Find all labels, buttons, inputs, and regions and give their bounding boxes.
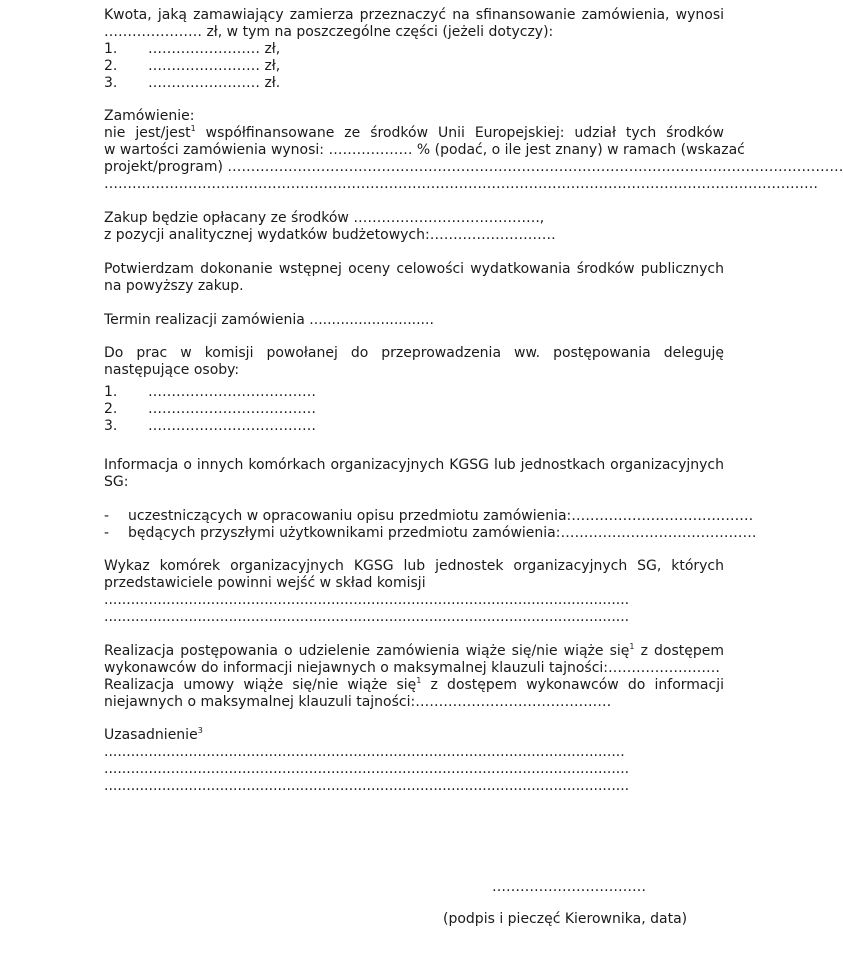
komisja-line-2: następujące osoby: (104, 362, 240, 378)
list-text: ……………………………… (148, 401, 316, 417)
informacja-line-2: SG: (104, 474, 129, 490)
kwota-line-1: Kwota, jaką zamawiający zamierza przeznaczyć na sfinansowanie zamówienia, wynosi (104, 7, 724, 23)
list-dash: - (104, 525, 110, 541)
zamowienie-line-1-a: nie jest/jest (104, 125, 191, 141)
uzasadnienie-dots-3: ...................................................................................................................... (104, 778, 630, 794)
footnote-mark: 1 (416, 676, 422, 685)
zamowienie-line-1-b: współfinansowane ze środków Unii Europejskiej: udział tych środków (195, 125, 725, 141)
wykaz-dots-1: ...................................................................................................................... (104, 592, 630, 608)
list-text: ……………………………… (148, 384, 316, 400)
zamowienie-line-2: w wartości zamówienia wynosi: ……………… % (podać, o ile jest znany) w ramach (wskazać (104, 142, 745, 158)
uzasadnienie-label: Uzasadnienie (104, 727, 198, 743)
zakup-line-2: z pozycji analitycznej wydatków budżetowych:……………………… (104, 227, 556, 243)
list-number: 3. (104, 75, 118, 91)
informacja-item-1 (104, 508, 753, 525)
list-number: 2. (104, 401, 118, 417)
list-number: 3. (104, 418, 118, 434)
komisja-line-1: Do prac w komisji powołanej do przeprowadzenia ww. postępowania deleguję (104, 345, 724, 361)
list-number: 1. (104, 384, 118, 400)
realizacja-line-2: wykonawców do informacji niejawnych o maksymalnej klauzuli tajności:…………………… (104, 660, 721, 676)
wykaz-line-2: przedstawiciele powinni wejść w skład komisji (104, 575, 426, 591)
realizacja-line-3-b: z dostępem wykonawców do informacji (421, 677, 724, 693)
zamowienie-line-3: projekt/program) …………………………………………………………………………………………………………………… (104, 159, 843, 175)
realizacja-line-3-a: Realizacja umowy wiąże się/nie wiąże się (104, 677, 417, 693)
uzasadnienie-heading (104, 727, 203, 744)
komisja-item-1 (104, 384, 316, 401)
kwota-item-3 (104, 75, 280, 92)
kwota-line-2: ………………… zł, w tym na poszczególne części (jeżeli dotyczy): (104, 24, 554, 40)
list-text: …………………… zł, (148, 58, 281, 74)
list-text: uczestniczących w opracowaniu opisu przedmiotu zamówienia:………………………………… (128, 508, 754, 524)
potwierdzam-line-1: Potwierdzam dokonanie wstępnej oceny celowości wydatkowania środków publicznych (104, 261, 724, 277)
footnote-mark: 1 (629, 642, 635, 651)
realizacja-line-3 (104, 677, 724, 694)
informacja-line-1: Informacja o innych komórkach organizacyjnych KGSG lub jednostkach organizacyjnych (104, 457, 724, 473)
list-text: będących przyszłymi użytkownikami przedmiotu zamówienia:…………………………………… (128, 525, 757, 541)
signature-caption: (podpis i pieczęć Kierownika, data) (443, 911, 688, 927)
list-number: 1. (104, 41, 118, 57)
list-text: …………………… zł, (148, 41, 281, 57)
list-dash: - (104, 508, 110, 524)
uzasadnienie-dots-2: ...................................................................................................................... (104, 761, 630, 777)
realizacja-line-1-b: z dostępem (634, 643, 724, 659)
kwota-item-1 (104, 41, 280, 58)
list-text: …………………… zł. (148, 75, 281, 91)
footnote-mark: 1 (190, 124, 196, 133)
realizacja-line-1-a: Realizacja postępowania o udzielenie zamówienia wiąże się/nie wiąże się (104, 643, 630, 659)
list-text: ……………………………… (148, 418, 316, 434)
zamowienie-heading: Zamówienie: (104, 108, 195, 124)
termin-line: Termin realizacji zamówienia ............................ (104, 312, 434, 328)
zamowienie-line-1 (104, 125, 724, 142)
uzasadnienie-dots-1: ..................................................................................................................... (104, 744, 625, 760)
kwota-item-2 (104, 58, 280, 75)
potwierdzam-line-2: na powyższy zakup. (104, 278, 244, 294)
list-number: 2. (104, 58, 118, 74)
realizacja-line-1 (104, 643, 724, 660)
komisja-item-3 (104, 418, 316, 435)
zakup-line-1: Zakup będzie opłacany ze środków …………………………………., (104, 210, 545, 226)
signature-dots: …………………………… (492, 879, 646, 895)
komisja-item-2 (104, 401, 316, 418)
wykaz-dots-2: ...................................................................................................................... (104, 609, 630, 625)
zamowienie-line-4: ……………………………………………………………………………………………………………………………………… (104, 176, 818, 192)
footnote-mark: 3 (197, 726, 203, 735)
wykaz-line-1: Wykaz komórek organizacyjnych KGSG lub jednostek organizacyjnych SG, których (104, 558, 724, 574)
informacja-item-2 (104, 525, 756, 542)
realizacja-line-4: niejawnych o maksymalnej klauzuli tajności:…………………………………… (104, 694, 612, 710)
